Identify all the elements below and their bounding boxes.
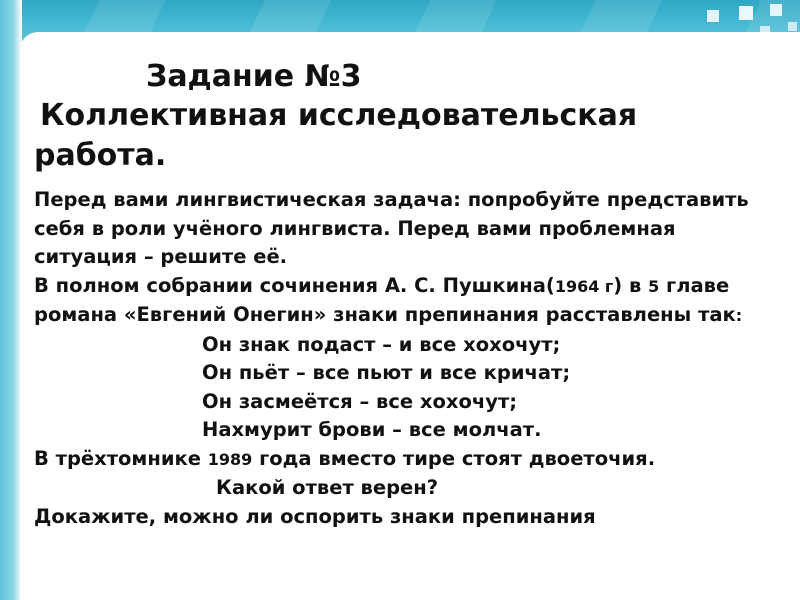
verse-line: Он засмеётся – все хохочут; <box>202 389 518 413</box>
verse-line: Он пьёт – все пьют и все кричат; <box>202 361 571 384</box>
trilogy-part2: года вместо тире стоят двоеточия. <box>252 446 656 470</box>
prove-line: Докажите, можно ли оспорить знаки препинания <box>34 504 596 528</box>
context-paragraph <box>34 272 774 331</box>
context-part3: главе романа «Евгений Онегин» знаки препинания расставлены так <box>34 273 736 326</box>
context-part1: В полном собрании сочинения А. С. Пушкина( <box>34 273 555 297</box>
question: Какой ответ верен? <box>216 476 439 499</box>
decorative-square <box>760 26 770 36</box>
trilogy-part1: В трёхтомнике <box>34 446 208 470</box>
decorative-square <box>739 6 753 20</box>
trilogy-year: 1989 <box>207 449 253 469</box>
decorative-left-band <box>0 0 22 600</box>
context-chapter: 5 <box>648 276 660 296</box>
decorative-square <box>707 10 719 22</box>
verse-line: Он знак подаст – и все хохочут; <box>202 332 561 356</box>
verse-line: Нахмурит брови – все молчат. <box>202 418 542 441</box>
work-title <box>34 96 754 176</box>
context-year: 1964 г <box>554 276 614 296</box>
decorative-squares <box>0 0 800 52</box>
decorative-square <box>770 4 782 16</box>
intro-paragraph: Перед вами лингвистическая задача: попробуйте представить себя в роли учёного лингвиста. Перед вами проблемная ситуация – решите её. <box>34 188 749 268</box>
work-title-text: Коллективная исследовательская работа. <box>34 98 638 173</box>
body-text <box>34 186 774 531</box>
context-part2: ) в <box>613 273 649 297</box>
trilogy-paragraph <box>34 445 774 475</box>
task-title: Задание №3 <box>146 59 362 94</box>
slide-content <box>34 58 794 531</box>
decorative-square <box>788 22 797 31</box>
context-colon: : <box>735 306 743 325</box>
